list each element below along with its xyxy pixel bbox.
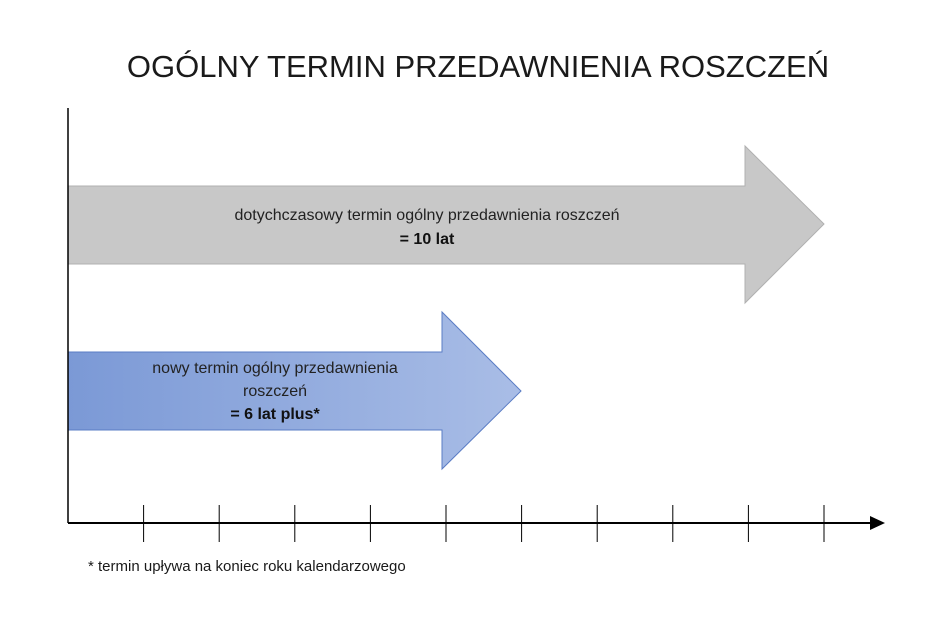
old-term-value: = 10 lat: [399, 231, 455, 248]
old-term-arrow: [68, 146, 824, 303]
new-term-value: = 6 lat plus*: [230, 406, 320, 423]
timeline-arrowhead: [870, 516, 885, 530]
new-term-label-line2: roszczeń: [242, 383, 308, 400]
footnote: * termin upływa na koniec roku kalendarzowego: [88, 558, 406, 575]
new-term-label-line1: nowy termin ogólny przedawnienia: [152, 360, 398, 377]
old-term-label: dotychczasowy termin ogólny przedawnienia roszczeń: [234, 207, 620, 224]
diagram-title: OGÓLNY TERMIN PRZEDAWNIENIA ROSZCZEŃ: [126, 49, 830, 84]
